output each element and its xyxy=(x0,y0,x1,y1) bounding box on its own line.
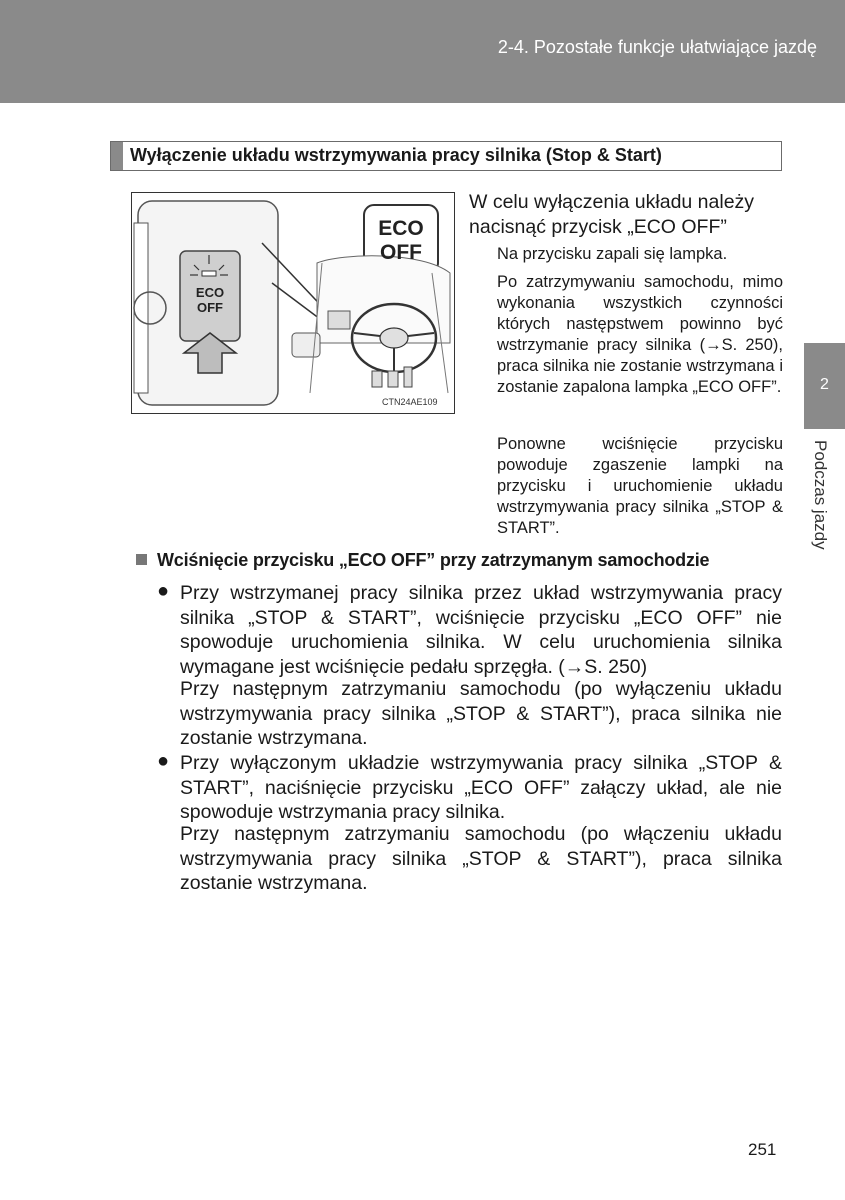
chapter-label: Podczas jazdy xyxy=(811,440,830,550)
section-title: 2-4. Pozostałe funkcje ułatwiające jazdę xyxy=(497,37,817,57)
bullet-dot-icon: ● xyxy=(157,750,170,772)
section-heading xyxy=(110,141,782,171)
bullet-2: Przy wyłączonym układzie wstrzymywania pracy silnika „STOP & START”, naciśnięcie przycisku „ECO OFF” załączy układ, ale nie spowoduje wstrzymania pracy silnika. xyxy=(180,752,782,823)
eco-off-figure xyxy=(131,192,455,414)
note-press-again: Ponowne wciśnięcie przycisku powoduje zgaszenie lampki na przycisku i uruchomienie układu wstrzymywania pracy silnika „STOP & START”. xyxy=(497,435,783,537)
note-lamp: Na przycisku zapali się lampka. xyxy=(497,245,728,263)
header-band xyxy=(0,0,845,103)
chapter-number: 2 xyxy=(820,376,829,393)
figure-code: CTN24AE109 xyxy=(382,397,438,407)
section-heading-text: Wyłączenie układu wstrzymywania pracy silnika (Stop & Start) xyxy=(130,145,662,165)
bullet-1-continuation: Przy następnym zatrzymaniu samochodu (po wyłączeniu układu wstrzymywania pracy silnika „STOP & START”), praca silnika nie zostanie wstrzymana. xyxy=(180,678,782,749)
bullet-1: Przy wstrzymanej pracy silnika przez układ wstrzymywania pracy silnika „STOP & START”, wciśnięcie przycisku „ECO OFF” nie spowoduje uruchomienia silnika. W celu uruchomienia silnika wymagane jest wciśnięcie pedału sprzęgła. (→S. 250) xyxy=(180,582,782,678)
page-number: 251 xyxy=(748,1140,777,1159)
bullet-dot-icon: ● xyxy=(157,580,170,602)
subsection-heading-text: Wciśnięcie przycisku „ECO OFF” przy zatrzymanym samochodzie xyxy=(157,550,710,570)
callout-off-text: OFF xyxy=(380,241,422,264)
dashboard-illustration xyxy=(132,193,454,413)
heading-bar xyxy=(111,142,123,170)
chapter-tab xyxy=(804,343,845,429)
subsection-heading xyxy=(136,550,709,571)
button-off-text: OFF xyxy=(197,300,223,315)
intro-lead: W celu wyłączenia układu należy nacisnąć przycisk „ECO OFF” xyxy=(469,191,755,238)
square-bullet-icon xyxy=(136,554,147,565)
note-engine-not-stopped: Po zatrzymywaniu samochodu, mimo wykonania wszystkich czynności których następstwem powinno być wstrzymanie pracy silnika (→S. 250), praca silnika nie zostanie wstrzymana i zostanie zapalona lampka „ECO OFF”. xyxy=(497,273,783,396)
button-eco-text: ECO xyxy=(195,285,225,300)
callout-eco-text: ECO xyxy=(378,217,424,240)
bullet-2-continuation: Przy następnym zatrzymaniu samochodu (po włączeniu układu wstrzymywania pracy silnika „STOP & START”), praca silnika zostanie wstrzymana. xyxy=(180,823,782,894)
